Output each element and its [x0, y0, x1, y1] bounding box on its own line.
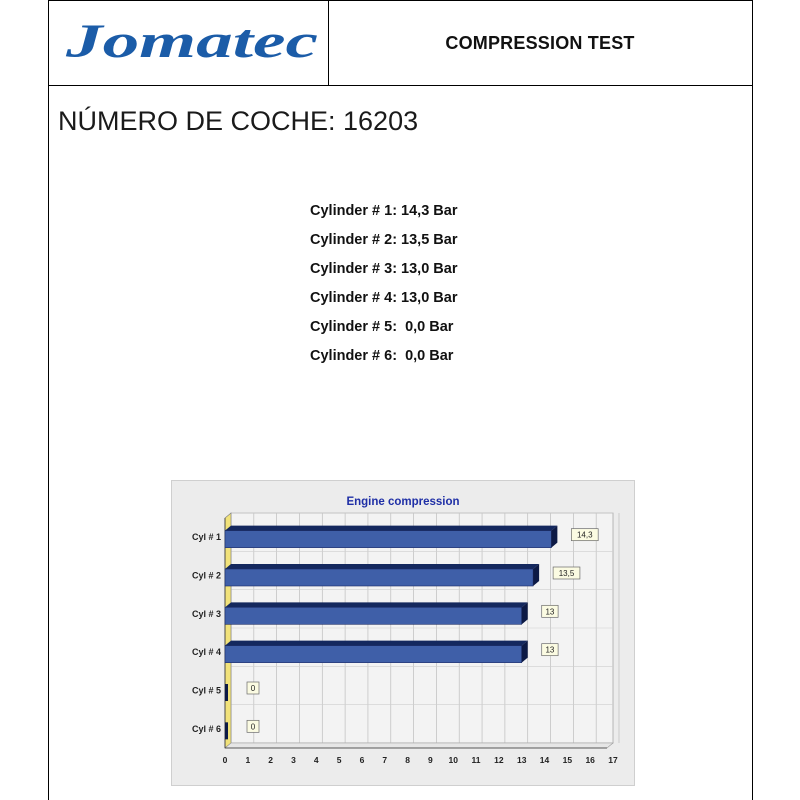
chart-x-tick-label: 6: [359, 755, 365, 765]
chart-x-tick-label: 1: [245, 755, 251, 765]
cylinder-result: Cylinder # 6: 0,0 Bar: [310, 348, 454, 364]
chart-x-tick-label: 17: [608, 755, 618, 765]
cylinder-result: Cylinder # 2: 13,5 Bar: [310, 232, 458, 248]
cylinder-results-list: [310, 203, 458, 377]
frame-left-border: [48, 0, 49, 800]
cylinder-result: Cylinder # 1: 14,3 Bar: [310, 203, 458, 219]
cylinder-result: Cylinder # 3: 13,0 Bar: [310, 261, 458, 277]
chart-bar: [225, 684, 228, 701]
chart-category-label: Cyl # 1: [191, 532, 221, 543]
chart-x-tick-label: 9: [428, 755, 433, 765]
chart-category-label: Cyl # 4: [191, 647, 221, 658]
chart-x-tick-label: 2: [268, 755, 274, 765]
chart-x-tick-label: 3: [291, 755, 296, 765]
chart-data-label: 13: [545, 645, 555, 655]
header-divider: [328, 0, 329, 86]
chart-bar-top: [225, 641, 528, 646]
chart-bar: [225, 607, 522, 624]
document-title: COMPRESSION TEST: [445, 32, 635, 53]
chart-title: Engine compression: [346, 496, 460, 508]
chart-data-label: 13,5: [558, 569, 575, 578]
chart-bar-top: [225, 526, 557, 531]
chart-bar-top: [225, 602, 528, 607]
chart-data-label: 0: [250, 684, 256, 693]
chart-x-tick-label: 10: [448, 755, 458, 765]
chart-x-tick-label: 15: [562, 755, 573, 765]
chart-canvas: [172, 481, 634, 785]
chart-x-tick-label: 11: [471, 755, 481, 765]
chart-x-tick-label: 13: [516, 755, 527, 765]
chart-x-tick-label: 0: [222, 755, 228, 765]
chart-x-tick-label: 8: [405, 755, 410, 765]
frame-right-border: [752, 0, 753, 800]
chart-category-label: Cyl # 3: [191, 608, 221, 619]
chart-category-label: Cyl # 2: [191, 570, 221, 581]
car-number-heading: NÚMERO DE COCHE: 16203: [58, 106, 419, 136]
chart-data-label: 13: [545, 607, 555, 617]
chart-floor: [225, 743, 613, 748]
chart-bar: [225, 569, 533, 586]
chart-x-tick-label: 12: [494, 755, 504, 765]
chart-category-label: Cyl # 6: [191, 723, 221, 734]
chart-bar: [225, 646, 522, 663]
chart-bar: [225, 531, 551, 548]
chart-category-label: Cyl # 5: [191, 685, 221, 696]
chart-x-tick-label: 16: [585, 755, 595, 765]
chart-x-tick-label: 4: [313, 755, 319, 765]
jomatec-logo: [62, 10, 324, 76]
chart-x-tick-label: 14: [539, 755, 550, 765]
chart-x-tick-label: 5: [336, 755, 342, 765]
chart-data-label: 14,3: [576, 530, 593, 540]
cylinder-result: Cylinder # 5: 0,0 Bar: [310, 319, 454, 335]
chart-data-label: 0: [250, 722, 256, 732]
chart-x-tick-label: 7: [382, 755, 388, 765]
engine-compression-chart: [171, 480, 635, 786]
chart-bar-top: [225, 564, 539, 569]
chart-axis-wall: [225, 513, 231, 748]
cylinder-result: Cylinder # 4: 13,0 Bar: [310, 290, 458, 306]
chart-bar: [225, 722, 228, 739]
logo-text: Jomatec: [64, 15, 318, 68]
